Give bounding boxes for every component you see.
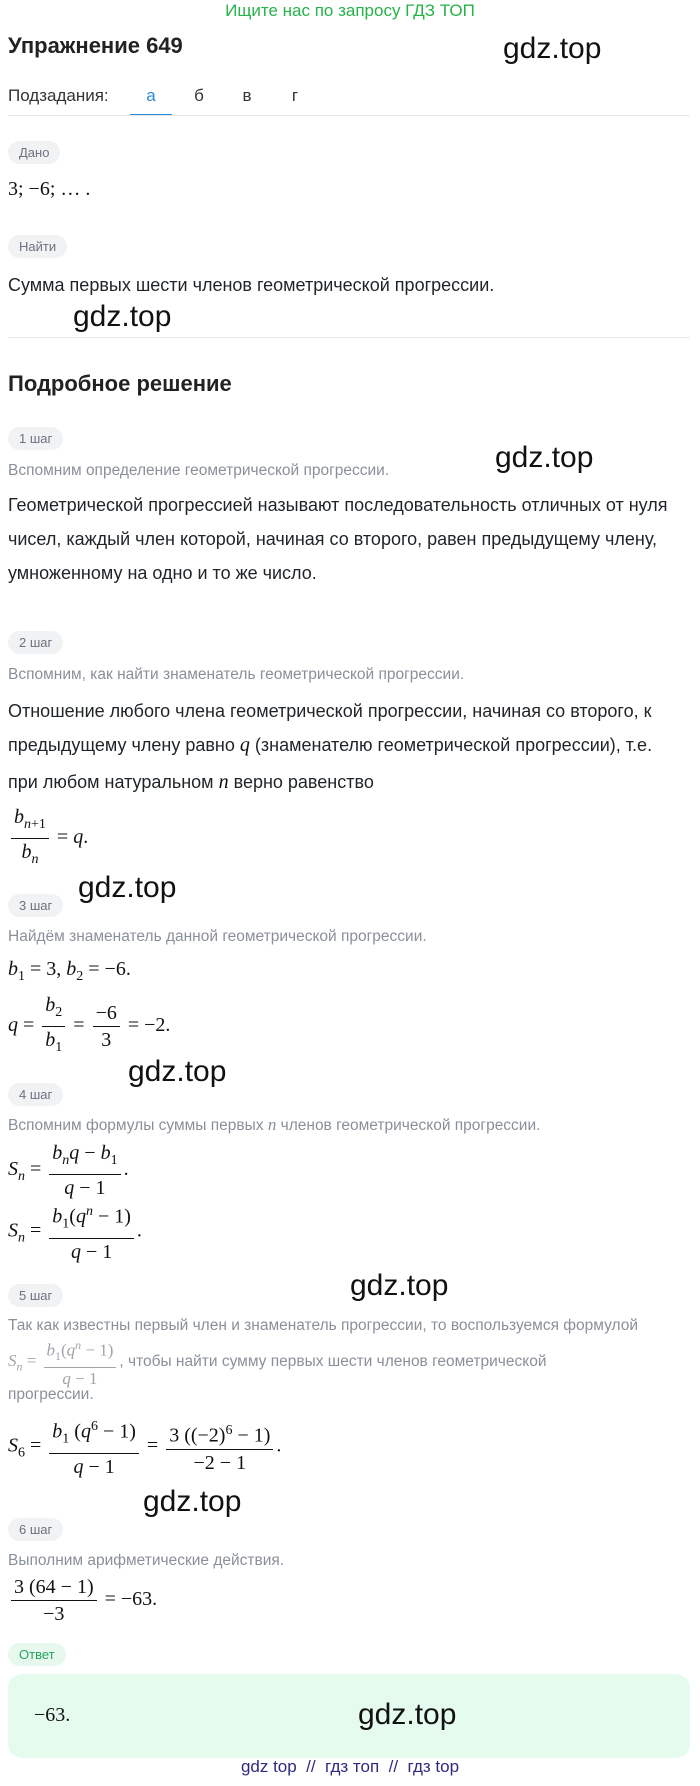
step-2-line-2-a: предыдущему члену равно [8, 735, 235, 755]
find-pill: Найти [8, 235, 67, 258]
footer-links[interactable]: gdz top // гдз топ // гдз top [240, 1757, 460, 1776]
step-2-line-3-a: при любом натуральном [8, 772, 214, 792]
step-3-hint: Найдём знаменатель данной геометрической прогрессии. [8, 928, 427, 945]
first-terms-formula: $b_1 = 3$, $b_2 = -6$. [8, 958, 131, 984]
step-5-hint-2 [8, 1336, 546, 1388]
step-1-hint: Вспомним определение геометрической прогрессии. [8, 462, 390, 479]
solution-heading: Подробное решение [8, 371, 232, 396]
ratio-formula: $\frac{b_{n+1}}{b_n}$ = q. [8, 806, 88, 871]
step-6-hint: Выполним арифметические действия. [8, 1552, 285, 1569]
tab-b[interactable]: б [194, 86, 204, 105]
step-4-hint [8, 1114, 540, 1137]
s6-formula: $S_6$ = $\frac{b_1 (q^6 - 1)}{q - 1}$ = $\frac{3 ((-2)^6 - 1)}{-2 - 1}$ . [8, 1416, 281, 1478]
divider [8, 115, 690, 116]
n-symbol: n [267, 1115, 277, 1134]
step-2-pill: 2 шаг [8, 631, 63, 654]
answer-pill: Ответ [8, 1643, 66, 1666]
step-4-pill: 4 шаг [8, 1083, 63, 1106]
sum-formula-1: $S_n$ = $\frac{b_nq - b_1}{q - 1}$ . [8, 1142, 129, 1199]
step-6-pill: 6 шаг [8, 1518, 63, 1541]
watermark: gdz.top [78, 871, 177, 904]
answer-value: −63. [34, 1704, 71, 1726]
watermark: gdz.top [358, 1698, 457, 1731]
watermark: gdz.top [503, 32, 602, 65]
find-text: Сумма первых шести членов геометрической прогрессии. [8, 275, 495, 295]
step-5-hint-1: Так как известны первый член и знаменатель прогрессии, то воспользуемся формулой [8, 1317, 639, 1334]
watermark: gdz.top [73, 300, 172, 333]
watermark: gdz.top [350, 1269, 449, 1302]
step-1-line-1: Геометрической прогрессией называют последовательность отличных от нуля [8, 495, 668, 515]
q-formula: q = $\frac{b_2}{b_1}$ = $\frac{-6}{3}$ = −2. [8, 994, 171, 1055]
sum-formula-inline: $S_n$ = $\frac{b_1(q^n - 1)}{q - 1}$ [8, 1351, 119, 1370]
step-2-line-1: Отношение любого члена геометрической прогрессии, начиная со второго, к [8, 701, 652, 721]
top-banner[interactable]: Ищите нас по запросу ГДЗ ТОП [225, 1, 475, 20]
subtasks-label: Подзадания: [8, 86, 109, 105]
answer-box [8, 1674, 690, 1758]
step-2-line-2-b: (знаменателю геометрической прогрессии), т.е. [254, 735, 653, 755]
sum-formula-2: $S_n$ = $\frac{b_1(q^n - 1)}{q - 1}$ . [8, 1201, 142, 1263]
step-3-pill: 3 шаг [8, 894, 63, 917]
given-value: 3; −6; … . [8, 178, 91, 200]
step-1-line-3: умноженному на одно и то же число. [8, 563, 317, 583]
step-4-hint-a: Вспомним формулы суммы первых [8, 1117, 264, 1134]
given-pill: Дано [8, 141, 60, 164]
watermark: gdz.top [128, 1055, 227, 1088]
page-title: Упражнение 649 [8, 33, 183, 58]
watermark: gdz.top [495, 441, 594, 474]
step-2-line-2 [8, 728, 652, 762]
step-5-hint-2-text: , чтобы найти сумму первых шести членов геометрической [119, 1352, 547, 1370]
step-1-pill: 1 шаг [8, 427, 63, 450]
step-2-line-3-b: верно равенство [233, 772, 374, 792]
q-symbol: q [239, 734, 250, 756]
tab-v[interactable]: в [242, 86, 252, 105]
tab-g[interactable]: г [291, 86, 299, 105]
step-5-hint-3: прогрессии. [8, 1386, 94, 1403]
step-4-hint-b: членов геометрической прогрессии. [280, 1117, 541, 1134]
step-1-line-2: чисел, каждый член которой, начиная со второго, равен предыдущему члену, [8, 529, 658, 549]
step-5-pill: 5 шаг [8, 1284, 63, 1307]
n-symbol: n [218, 771, 229, 793]
arith-formula: $\frac{3 (64 - 1)}{-3}$ = −63. [8, 1576, 157, 1625]
step-2-line-3 [8, 765, 374, 799]
watermark: gdz.top [143, 1485, 242, 1518]
tab-a[interactable]: а [146, 86, 156, 105]
step-2-hint: Вспомним, как найти знаменатель геометрической прогрессии. [8, 666, 465, 683]
divider [8, 337, 690, 338]
